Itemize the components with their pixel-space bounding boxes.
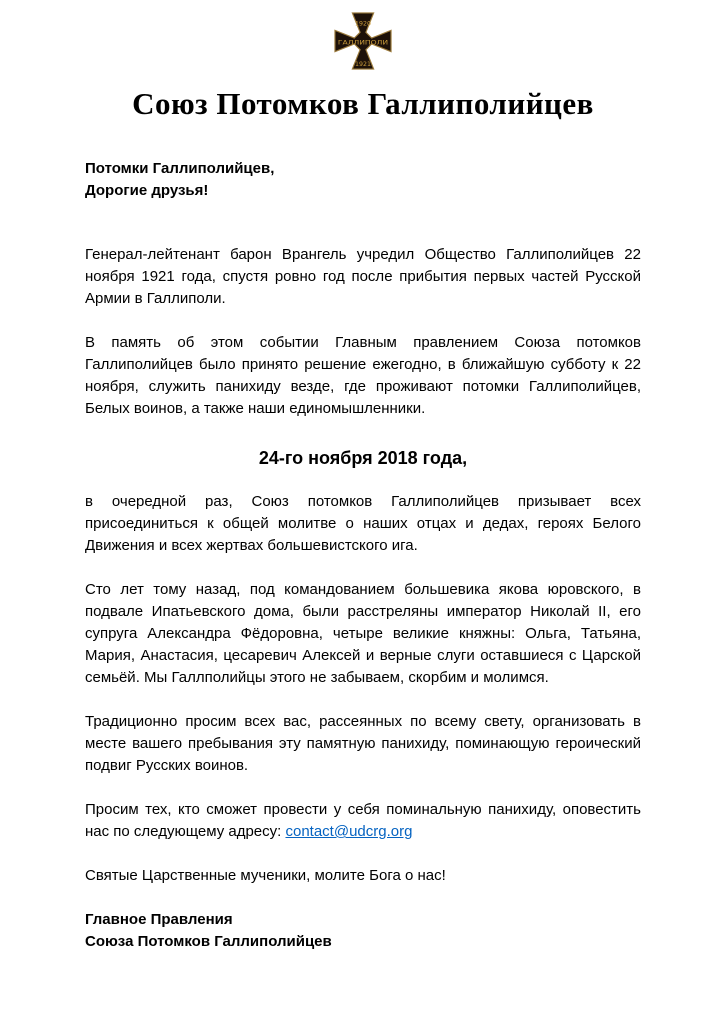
emblem-year-bottom: 1921 [355, 61, 371, 69]
emblem-year-top: 1920 [355, 20, 371, 28]
greeting-line-2: Дорогие друзья! [85, 182, 209, 199]
signature-line-1: Главное Правления [85, 911, 233, 928]
paragraph-tradition: В память об этом событии Главным правлением Союза потомков Галлиполийцев было принято решение ежегодно, в ближайшую субботу к 22 ноября, служить панихиду везде, где проживают потомки Галлиполийцев, Белых воинов, а также наши единомышленники. [85, 334, 641, 417]
gallipoli-cross-icon [334, 12, 392, 70]
paragraph-contact [85, 799, 641, 843]
date-heading: 24-го ноября 2018 года, [258, 448, 468, 468]
contact-text: Просим тех, кто сможет провести у себя поминальную панихиду, оповестить нас по следующему адресу: [85, 801, 641, 840]
greeting-line-1: Потомки Галлиполийцев, [85, 160, 275, 177]
email-link[interactable]: contact@udcrg.org [285, 823, 413, 840]
emblem-container [85, 12, 641, 72]
paragraph-request-organize: Традиционно просим всех вас, рассеянных по всему свету, организовать в месте вашего пребывания эту памятную панихиду, поминающую героический подвиг Русских воинов. [85, 713, 641, 774]
paragraph-martyrs: Святые Царственные мученики, молите Бога о нас! [85, 867, 446, 884]
page-title: Союз Потомков Галлиполийцев [132, 86, 594, 121]
paragraph-call-to-prayer: в очередной раз, Союз потомков Галлиполийцев призывает всех присоединиться к общей молитве о наших отцах и дедах, героях Белого Движения и всех жертвах большевистского ига. [85, 493, 641, 554]
greeting-block [85, 158, 641, 202]
signature-block [85, 909, 641, 953]
signature-line-2: Союза Потомков Галлиполийцев [85, 933, 332, 950]
paragraph-hundred-years: Сто лет тому назад, под командованием большевика якова юровского, в подвале Ипатьевского дома, были расстреляны император Николай II, его супруга Александра Фёдоровна, четыре великие княжны: Ольга, Татьяна, Мария, Анастасия, цесаревич Алексей и верные слуги оставшиеся с Царской семьёй. Мы Галлполийцы этого не забываем, скорбим и молимся. [85, 581, 641, 686]
paragraph-founding: Генерал-лейтенант барон Врангель учредил Общество Галлиполийцев 22 ноября 1921 года, спустя ровно год после прибытия первых частей Русской Армии в Галлиполи. [85, 246, 641, 307]
emblem-word: ГАЛЛИПОЛИ [337, 40, 389, 47]
